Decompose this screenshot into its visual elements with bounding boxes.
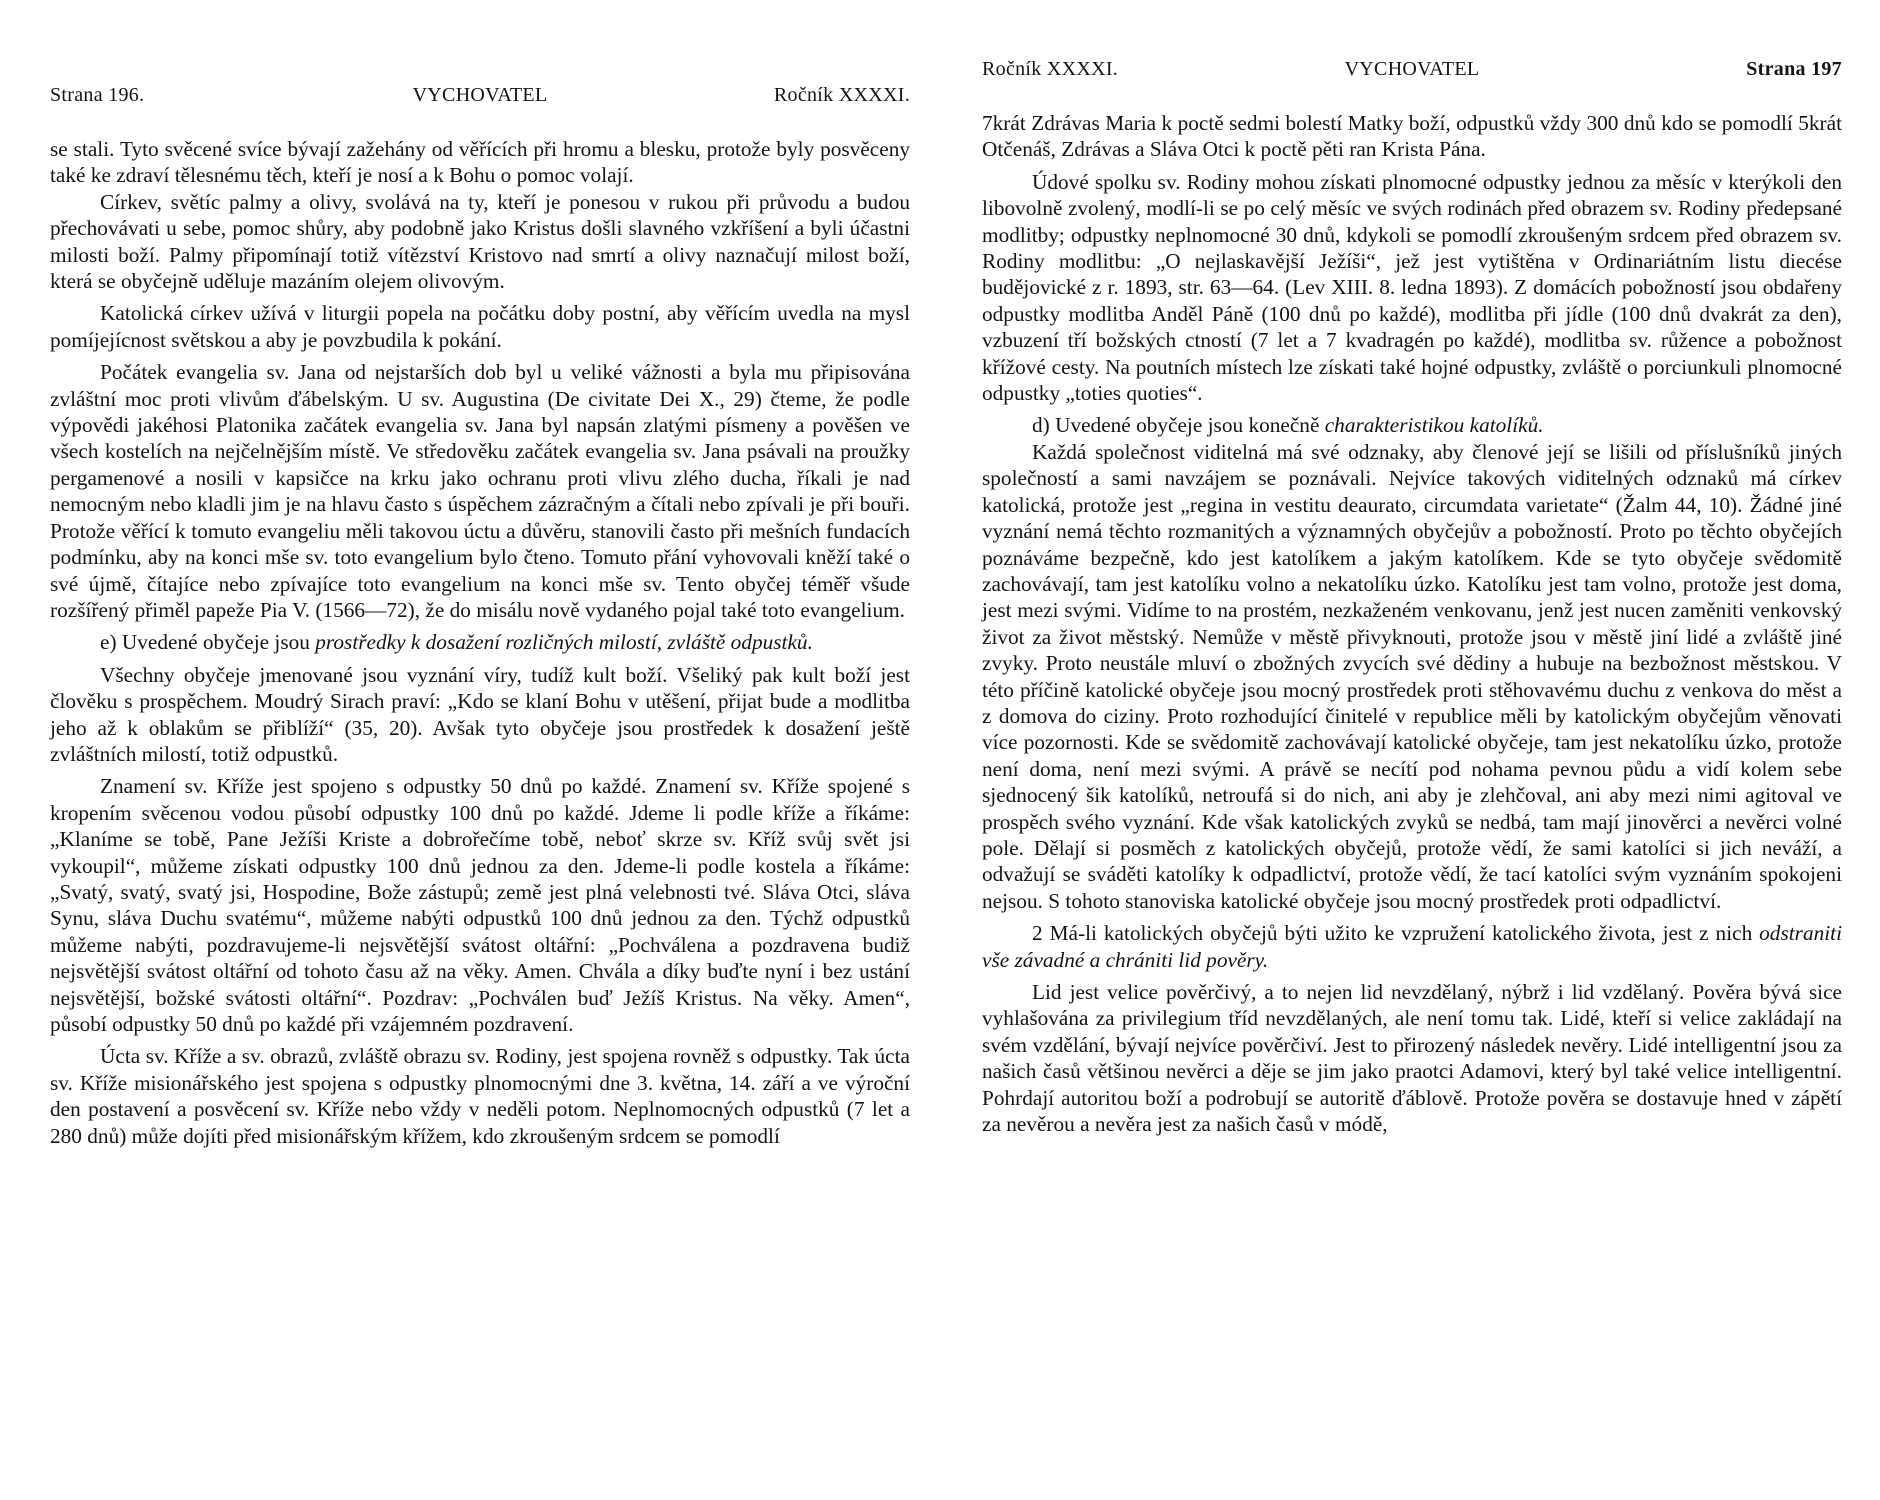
section-d-prefix: d) Uvedené obyčeje jsou konečně [1032, 413, 1325, 438]
paragraph: Každá společnost viditelná má své odznaky, aby členové její se lišili od příslušníků jiných společností a sami navzájem se poznávali. Nejvíce takových viditelných odznaků má církev katolická, protože jest „regina in vestitu deaurato, circumdata varietate“ (Žalm 44, 10). Žádné jiné vyznání nemá těchto rozmanitých a významných obyčejův a pobožností. Proto po těchto obyčejích poznáváme bezpečně, kdo jest katolíkem a jakým katolíkem. Kde se tyto obyčeje svědomitě zachovávají, tam jest katolíku volno a nekatolíku úzko. Katolíku jest tam volno, protože jest doma, jest mezi svými. Vidíme to na prostém, nezkaženém venkovanu, jenž jest nucen zaměniti venkovský život za život městský. Nemůže v městě přivyknouti, protože jsou v městě jiní lidé a zvláště jiné zvyky. Proto neustále mluví o zbožných zvycích své dědiny a hubuje na bezbožnost městskou. V této příčině katolické obyčeje jsou mocný prostředek proti stěhovavému duchu z venkova do měst a z domova do ciziny. Proto rozhodující činitelé v republice měli by katolickým obyčejům věnovati více pozornosti. Kde se svědomitě zachovávají katolické obyčeje, tam jest nekatolíku úzko, protože není doma, není mezi svými. A právě se necítí pod nohama pevnou půdu a vidí kolem sebe sjednocený šik katolíků, netroufá si do nich, ani aby je zlehčoval, ani aby mezi nimi agitoval ve prospěch svého vyznání. Kde však katolických zvyků se nedbá, tam mají jinověrci a nevěrci volné pole. Dělají si posměch z katolických obyčejů, protože vědí, že sami katolíci si jich neváží, a odvažují se sváděti katolíky k odpadlictví, protože vědí, že tací katolíci svým vyznáním spokojeni nejsou. S tohoto stanoviska katolické obyčeje jsou mocný prostředek proti odpadlictví. [982, 439, 1842, 913]
paragraph: Údové spolku sv. Rodiny mohou získati plnomocné odpustky jednou za měsíc v kterýkoli den libovolně zvolený, modlí-li se po celý měsíc ve svých rodinách před obrazem sv. Rodiny předepsané modlitby; odpustky neplnomocné 30 dnů, kdykoli se pomodlí zkroušeným srdcem před obrazem sv. Rodiny modlitbu: „O nejlaskavější Ježíši“, jež jest vytištěna v Ordinariátním listu diecése budějovické z r. 1893, str. 63—64. (Lev XIII. 8. ledna 1893). Z domácích pobožností jsou obdařeny odpustky modlitba Anděl Páně (100 dnů po každé), modlitba při jídle (100 dnů dvakrát za den), vzbuzení tří božských ctností (7 let a 7 kvadragén po každé), modlitba sv. růžence a pobožnost křížové cesty. Na poutních místech lze získati také hojné odpustky, zvláště o porciunkuli plnomocné odpustky „toties quoties“. [982, 169, 1842, 406]
left-page-number: Strana 196. [50, 84, 145, 106]
paragraph: Lid jest velice pověrčivý, a to nejen lid nevzdělaný, nýbrž i lid vzdělaný. Pověra bývá sice vyhlašována za privilegium tříd nevzdělaných, ale není tomu tak. Lidé, kteří si velice zakládají na svém vzdělání, bývají nejvíce pověrčiví. Jest to přirozený následek nevěry. Lidé intelligentní jsou za našich časů většinou nevěrci a děje se jim jako praotci Adamovi, který byl také velice intelligentní. Pohrdají autoritou boží a podrobují se autoritě ďáblově. Protože pověra se dostavuje hned v zápětí za nevěrou a nevěra jest za našich časů v módě, [982, 980, 1842, 1137]
section-e-prefix: e) Uvedené obyčeje jsou [100, 630, 316, 655]
section-e-heading [50, 629, 910, 655]
right-body-text [982, 110, 1842, 1137]
right-page [982, 0, 1842, 1500]
right-journal-title: VYCHOVATEL [1344, 58, 1480, 80]
section-d-heading [982, 412, 1842, 438]
left-body-text [50, 136, 910, 1149]
right-running-head [982, 58, 1842, 98]
left-page [50, 0, 910, 1500]
section-d-italic: charakteristikou katolíků. [1324, 413, 1544, 438]
section-2-heading [982, 920, 1842, 973]
section-2-prefix: 2 Má-li katolických obyčejů býti užito ke vzpružení katolického života, jest z nich [1032, 921, 1760, 946]
section-e-italic: prostředky k dosažení rozličných milostí, zvláště odpustků. [315, 630, 813, 655]
right-page-number: Strana 197 [1746, 58, 1842, 80]
paragraph: Všechny obyčeje jmenované jsou vyznání víry, tudíž kult boží. Všeliký pak kult boží jest člověku s prospěchem. Moudrý Sirach praví: „Kdo se klaní Bohu v utěšení, přijat bude a modlitba jeho až k oblakům se přiblíží“ (35, 20). Avšak tyto obyčeje jsou prostředek k dosažení ještě zvláštních milostí, totiž odpustků. [50, 662, 910, 766]
paragraph: Církev, světíc palmy a olivy, svolává na ty, kteří je ponesou v rukou při průvodu a budou přechovávati u sebe, pomoc shůry, aby podobně jako Kristus došli slavného vzkříšení a byli účastni milosti boží. Palmy připomínají totiž vítězství Kristovo nad smrtí a olivy naznačují milost boží, která se obyčejně uděluje mazáním olejem olivovým. [50, 189, 910, 294]
paragraph: Úcta sv. Kříže a sv. obrazů, zvláště obrazu sv. Rodiny, jest spojena rovněž s odpustky. Tak úcta sv. Kříže misionářského jest spojena s odpustky plnomocnými dne 3. května, 14. září a ve výroční den postavení a posvěcení sv. Kříže nebo vždy v neděli potom. Neplnomocných odpustků (7 let a 280 dnů) může dojíti před misionářským křížem, kdo zkroušeným srdcem se pomodlí [50, 1044, 910, 1148]
left-journal-title: VYCHOVATEL [412, 84, 548, 106]
paragraph: Znamení sv. Kříže jest spojeno s odpustky 50 dnů po každé. Znamení sv. Kříže spojené s kropením svěcenou vodou působí odpustky 100 dnů po každé. Jdeme li podle kříže a říkáme: „Klaníme se tobě, Pane Ježíši Kriste a dobrořečíme tobě, neboť skrze sv. Kříž svůj svět jsi vykoupil“, můžeme získati odpustky 100 dnů jednou za den. Jdeme-li podle kostela a říkáme: „Svatý, svatý, svatý jsi, Hospodine, Bože zástupů; země jest plná velebnosti tvé. Sláva Otci, sláva Synu, sláva Duchu svatému“, můžeme nabýti odpustků 100 dnů jednou za den. Týchž odpustků můžeme nabýti, pozdravujeme-li nejsvětější svátost oltářní: „Pochválena a pozdravena budiž nejsvětější svátost oltářní od tohoto času až na věky. Amen. Chvála a díky buďte nyní i bez ustání nejsvětější, božské svátosti oltářní“. Pozdrav: „Pochválen buď Ježíš Kristus. Na věky. Amen“, působí odpustky 50 dnů po každé při vzájemném pozdravení. [50, 774, 910, 1036]
right-volume: Ročník XXXXI. [982, 58, 1119, 80]
left-running-head [50, 84, 910, 124]
paragraph: Počátek evangelia sv. Jana od nejstarších dob byl u veliké vážnosti a byla mu připisována zvláštní moc proti vlivům ďábelským. U sv. Augustina (De civitate Dei X., 29) čteme, že podle výpovědi jakéhosi Platonika začátek evangelia sv. Jana byl napsán zlatými písmeny a pověšen ve všech kostelích na nejčelnějším místě. Ve středověku začátek evangelia sv. Jana psávali na proužky pergamenové a nosili v kapsičce na krku jako ochranu proti vlivu zlého ducha, říkali je nad nemocným nebo kladli jim je na hlavu často s úspěchem zázračným a čítali nebo zpívali je při bouři. Protože věřící k tomuto evangeliu měli takovou úctu a důvěru, stanovili často při mešních fundacích podmínku, aby na konci mše sv. toto evangelium bylo čteno. Tomuto přání vyhovovali kněží také o své újmě, čítajíce nebo zpívajíce toto evangelium na konci mše sv. Tento obyčej téměř všude rozšířený přiměl papeže Pia V. (1566—72), že do misálu nově vydaného pojal také toto evangelium. [50, 360, 910, 622]
paragraph: 7krát Zdrávas Maria k poctě sedmi bolestí Matky boží, odpustků vždy 300 dnů kdo se pomodlí 5krát Otčenáš, Zdrávas a Sláva Otci k poctě pěti ran Krista Pána. [982, 111, 1842, 162]
paragraph: se stali. Tyto svěcené svíce bývají zažehány od věřících při hromu a blesku, protože byly posvěceny také ke zdraví tělesnému těch, kteří je nosí a k Bohu o pomoc volají. [50, 137, 910, 188]
paragraph: Katolická církev užívá v liturgii popela na počátku doby postní, aby věřícím uvedla na mysl pomíjejícnost světskou a aby je povzbudila k pokání. [50, 301, 910, 352]
section-2-italic: odstraniti vše závadné a chrániti lid pověry. [982, 921, 1842, 972]
left-volume: Ročník XXXXI. [773, 84, 910, 106]
